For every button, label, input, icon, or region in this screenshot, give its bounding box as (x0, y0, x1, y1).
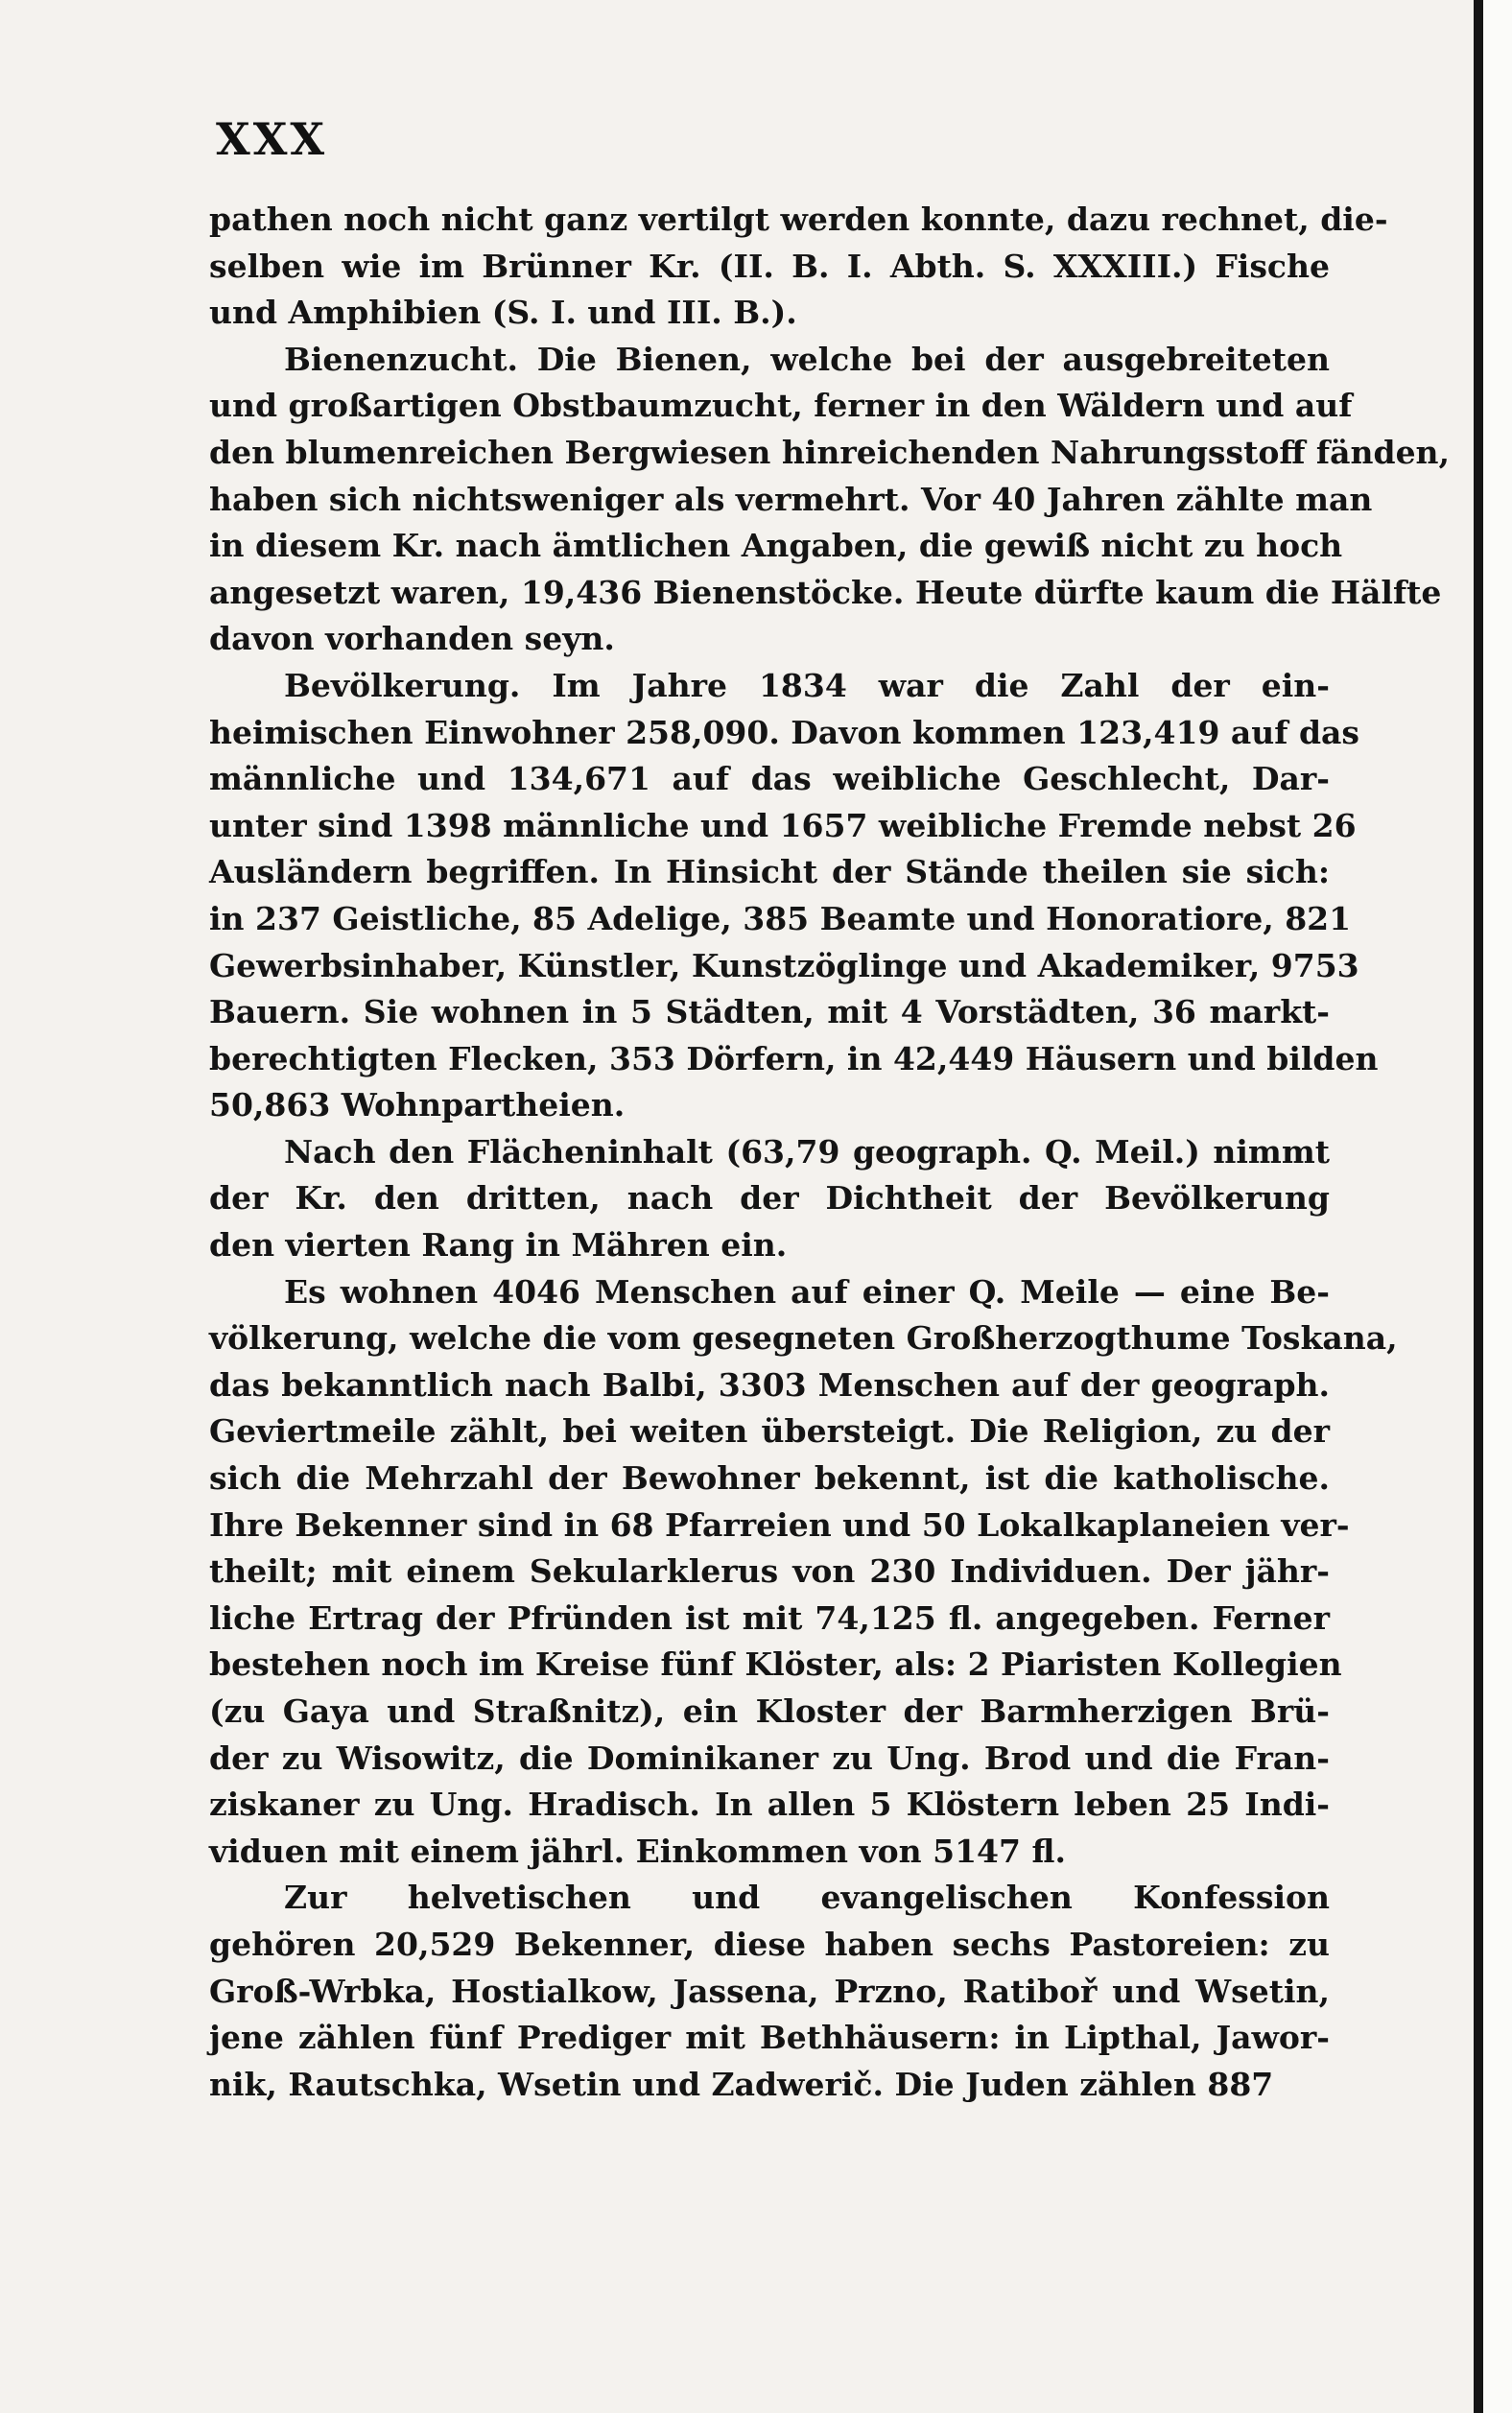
text-line: berechtigten Flecken, 353 Dörfern, in 42,449 Häusern und bilden (209, 1039, 1379, 1077)
text-line: haben sich nichtsweniger als vermehrt. Vor 40 Jahren zählte man (209, 480, 1373, 518)
paragraph-bevoelkerung (209, 663, 1379, 1129)
text-line: der zu Wisowitz, die Dominikaner zu Ung. Brod und die Fran- (209, 1739, 1330, 1777)
text-line: männliche und 134,671 auf das weibliche Geschlecht, Dar- (209, 760, 1330, 798)
text-line: selben wie im Brünner Kr. (II. B. I. Abth. S. XXXIII.) Fische (209, 247, 1330, 285)
text-line: in 237 Geistliche, 85 Adelige, 385 Beamte und Honoratiore, 821 (209, 899, 1352, 937)
text-line: in diesem Kr. nach ämtlichen Angaben, die gewiß nicht zu hoch (209, 527, 1343, 565)
text-line: 50,863 Wohnpartheien. (209, 1086, 626, 1124)
text-line: viduen mit einem jährl. Einkommen von 5147 fl. (209, 1832, 1066, 1870)
text-line: Ausländern begriffen. In Hinsicht der Stände theilen sie sich: (209, 853, 1330, 891)
text-line: das bekanntlich nach Balbi, 3303 Menschen auf der geograph. (209, 1365, 1330, 1404)
text-line: Bienenzucht. Die Bienen, welche bei der ausgebreiteten (284, 340, 1330, 378)
paragraph-flaecheninhalt (209, 1129, 1330, 1269)
text-line: bestehen noch im Kreise fünf Klöster, als: 2 Piaristen Kollegien (209, 1645, 1342, 1684)
text-line: davon vorhanden seyn. (209, 620, 615, 658)
text-line: und großartigen Obstbaumzucht, ferner in den Wäldern und auf (209, 387, 1353, 425)
text-line: Nach den Flächeninhalt (63,79 geograph. Q. Meil.) nimmt (284, 1132, 1330, 1171)
paragraph-religion (209, 1269, 1398, 1876)
page-number: XXX (216, 113, 328, 165)
text-line: der Kr. den dritten, nach der Dichtheit der Bevölkerung (209, 1179, 1330, 1218)
text-line: ziskaner zu Ung. Hradisch. In allen 5 Klöstern leben 25 Indi- (209, 1786, 1330, 1824)
text-line: jene zählen fünf Prediger mit Bethhäusern: in Lipthal, Jawor- (209, 2019, 1330, 2057)
text-line: nik, Rautschka, Wsetin und Zadwerič. Die Juden zählen 887 (209, 2065, 1274, 2103)
adjacent-page-edge (1483, 0, 1512, 2413)
text-line: den vierten Rang in Mähren ein. (209, 1226, 788, 1265)
text-line: Groß-Wrbka, Hostialkow, Jassena, Przno, Ratiboř und Wsetin, (209, 1972, 1330, 2010)
text-line: (zu Gaya und Straßnitz), ein Kloster der Barmherzigen Brü- (209, 1692, 1330, 1730)
body-text (209, 197, 1451, 2108)
text-line: angesetzt waren, 19,436 Bienenstöcke. Heute dürfte kaum die Hälfte (209, 573, 1442, 611)
text-line: gehören 20,529 Bekenner, diese haben sechs Pastoreien: zu (209, 1925, 1330, 1963)
text-line: Bevölkerung. Im Jahre 1834 war die Zahl der ein- (284, 666, 1330, 704)
paragraph-bienenzucht (209, 337, 1451, 663)
text-line: unter sind 1398 männliche und 1657 weibliche Fremde nebst 26 (209, 806, 1357, 844)
text-line: Es wohnen 4046 Menschen auf einer Q. Meile — eine Be- (284, 1272, 1330, 1311)
text-line: heimischen Einwohner 258,090. Davon kommen 123,419 auf das (209, 713, 1360, 751)
text-line: Gewerbsinhaber, Künstler, Kunstzöglinge und Akademiker, 9753 (209, 946, 1359, 984)
text-line: und Amphibien (S. I. und III. B.). (209, 294, 797, 332)
text-line: den blumenreichen Bergwiesen hinreichenden Nahrungsstoff fänden, (209, 433, 1451, 471)
text-line: Geviertmeile zählt, bei weiten übersteigt. Die Religion, zu der (209, 1412, 1330, 1451)
text-line: theilt; mit einem Sekularklerus von 230 Individuen. Der jähr- (209, 1552, 1330, 1591)
text-line: sich die Mehrzahl der Bewohner bekennt, ist die katholische. (209, 1459, 1330, 1498)
paragraph-fische (209, 197, 1388, 337)
text-line: Ihre Bekenner sind in 68 Pfarreien und 50 Lokalkaplaneien ver- (209, 1505, 1350, 1544)
text-line: pathen noch nicht ganz vertilgt werden konnte, dazu rechnet, die- (209, 201, 1388, 238)
text-line: völkerung, welche die vom gesegneten Großherzogthume Toskana, (209, 1319, 1398, 1358)
text-line: liche Ertrag der Pfründen ist mit 74,125 fl. angegeben. Ferner (209, 1598, 1330, 1637)
paragraph-konfession (209, 1875, 1330, 2108)
text-line: Zur helvetischen und evangelischen Konfession (284, 1879, 1330, 1917)
book-gutter (1474, 0, 1483, 2413)
text-line: Bauern. Sie wohnen in 5 Städten, mit 4 Vorstädten, 36 markt- (209, 993, 1330, 1031)
